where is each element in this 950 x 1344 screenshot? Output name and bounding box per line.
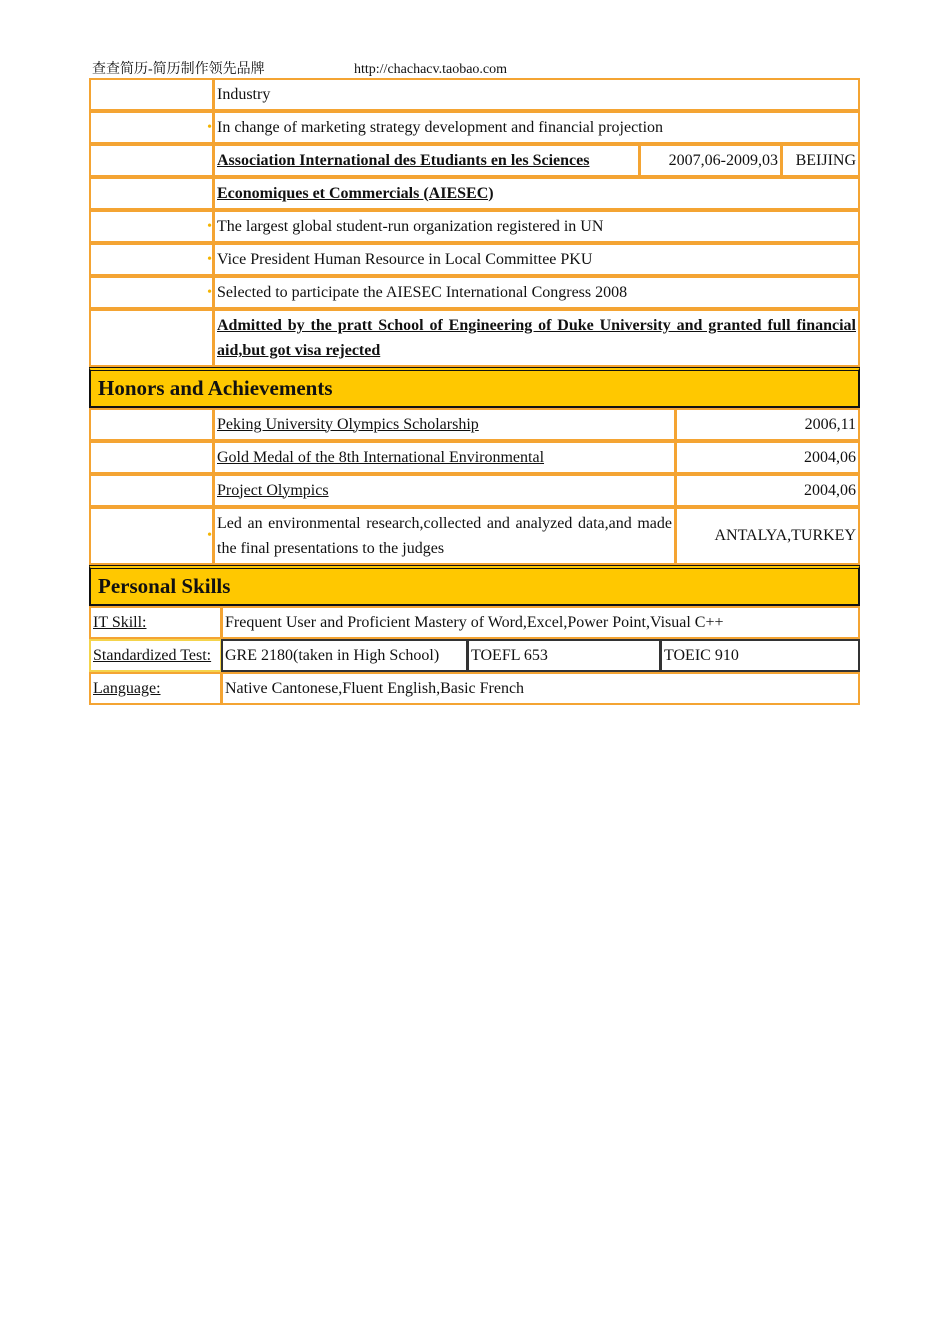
bullet-cell bbox=[89, 243, 214, 276]
page-header bbox=[92, 58, 507, 78]
org-bullet-3: Selected to participate the AIESEC International Congress 2008 bbox=[213, 276, 860, 309]
language-value: Native Cantonese,Fluent English,Basic French bbox=[221, 672, 860, 705]
org-title-cell: Association International des Etudiants en les Sciences bbox=[213, 144, 640, 177]
left-cell bbox=[89, 309, 214, 367]
bullet-icon: • bbox=[207, 528, 212, 543]
left-cell bbox=[89, 177, 214, 210]
standardized-test-label: Standardized Test: bbox=[89, 639, 222, 672]
org-date-cell: 2007,06-2009,03 bbox=[639, 144, 782, 177]
bullet-cell bbox=[89, 276, 214, 309]
org-location-cell: BEIJING bbox=[781, 144, 860, 177]
bullet-icon: • bbox=[207, 284, 212, 300]
honor-date: 2004,06 bbox=[675, 474, 860, 507]
org-bullet-1: The largest global student-run organization registered in UN bbox=[213, 210, 860, 243]
brand-text: 查查简历-简历制作领先品牌 bbox=[92, 62, 265, 77]
honor-date: 2004,06 bbox=[675, 441, 860, 474]
left-cell bbox=[89, 474, 214, 507]
honor-name: Gold Medal of the 8th International Environmental bbox=[213, 441, 676, 474]
honor-detail: Led an environmental research,collected and analyzed data,and made the final presentations to the judges bbox=[213, 507, 676, 565]
bullet-icon: • bbox=[207, 218, 212, 234]
honor-name: Peking University Olympics Scholarship bbox=[213, 408, 676, 441]
bullet-cell bbox=[89, 210, 214, 243]
test-score: TOEFL 653 bbox=[467, 639, 661, 672]
test-score: TOEIC 910 bbox=[660, 639, 860, 672]
language-label: Language: bbox=[89, 672, 222, 705]
marketing-cell: In change of marketing strategy development and financial projection bbox=[213, 111, 860, 144]
bullet-icon: • bbox=[207, 251, 212, 267]
bullet-cell bbox=[89, 507, 214, 565]
honors-section-title: Honors and Achievements bbox=[89, 367, 860, 408]
org-bullet-2: Vice President Human Resource in Local Committee PKU bbox=[213, 243, 860, 276]
industry-cell: Industry bbox=[213, 78, 860, 111]
left-cell bbox=[89, 78, 214, 111]
bullet-icon: • bbox=[207, 119, 212, 135]
left-cell bbox=[89, 408, 214, 441]
left-cell bbox=[89, 441, 214, 474]
org-title-cell-2: Economiques et Commercials (AIESEC) bbox=[213, 177, 860, 210]
honor-name: Project Olympics bbox=[213, 474, 676, 507]
it-skill-value: Frequent User and Proficient Mastery of Word,Excel,Power Point,Visual C++ bbox=[221, 606, 860, 639]
test-score: GRE 2180(taken in High School) bbox=[221, 639, 468, 672]
bullet-cell bbox=[89, 111, 214, 144]
honor-date: 2006,11 bbox=[675, 408, 860, 441]
header-url: http://chachacv.taobao.com bbox=[354, 62, 508, 77]
skills-section-title: Personal Skills bbox=[89, 565, 860, 606]
duke-note-cell: Admitted by the pratt School of Engineering of Duke University and granted full financial aid,but got visa rejected bbox=[213, 309, 860, 367]
it-skill-label: IT Skill: bbox=[89, 606, 222, 639]
left-cell bbox=[89, 144, 214, 177]
honor-detail-location: ANTALYA,TURKEY bbox=[675, 507, 860, 565]
